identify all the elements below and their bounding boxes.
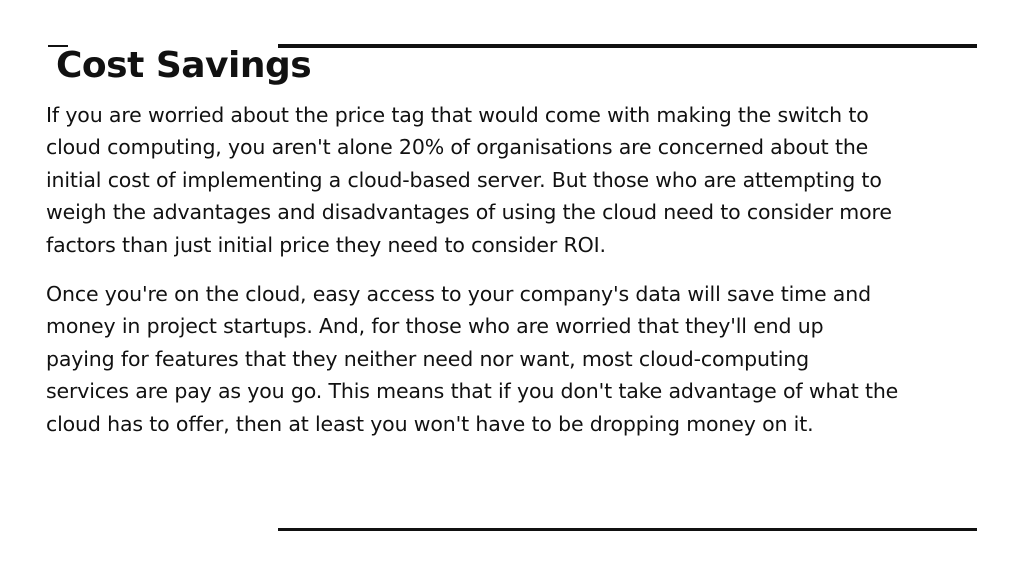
body-paragraph-1: If you are worried about the price tag that would come with making the switch to cloud computing, you aren't alone 20% of organisations are concerned about the initial cost of implementing a cloud-based server. But those who are attempting to weigh the advantages and disadvantages of using the cloud need to consider more factors than just initial price they need to consider ROI.: [46, 103, 892, 257]
slide-body: [46, 99, 986, 440]
body-paragraph-2: Once you're on the cloud, easy access to your company's data will save time and money in project startups. And, for those who are worried that they'll end up paying for features that they neither need nor want, most cloud-computing services are pay as you go. This means that if you don't take advantage of what the cloud has to offer, then at least you won't have to be dropping money on it.: [46, 282, 899, 436]
top-divider-line: [278, 44, 977, 48]
bottom-divider-line: [278, 528, 977, 531]
slide-title: Cost Savings: [56, 45, 312, 86]
